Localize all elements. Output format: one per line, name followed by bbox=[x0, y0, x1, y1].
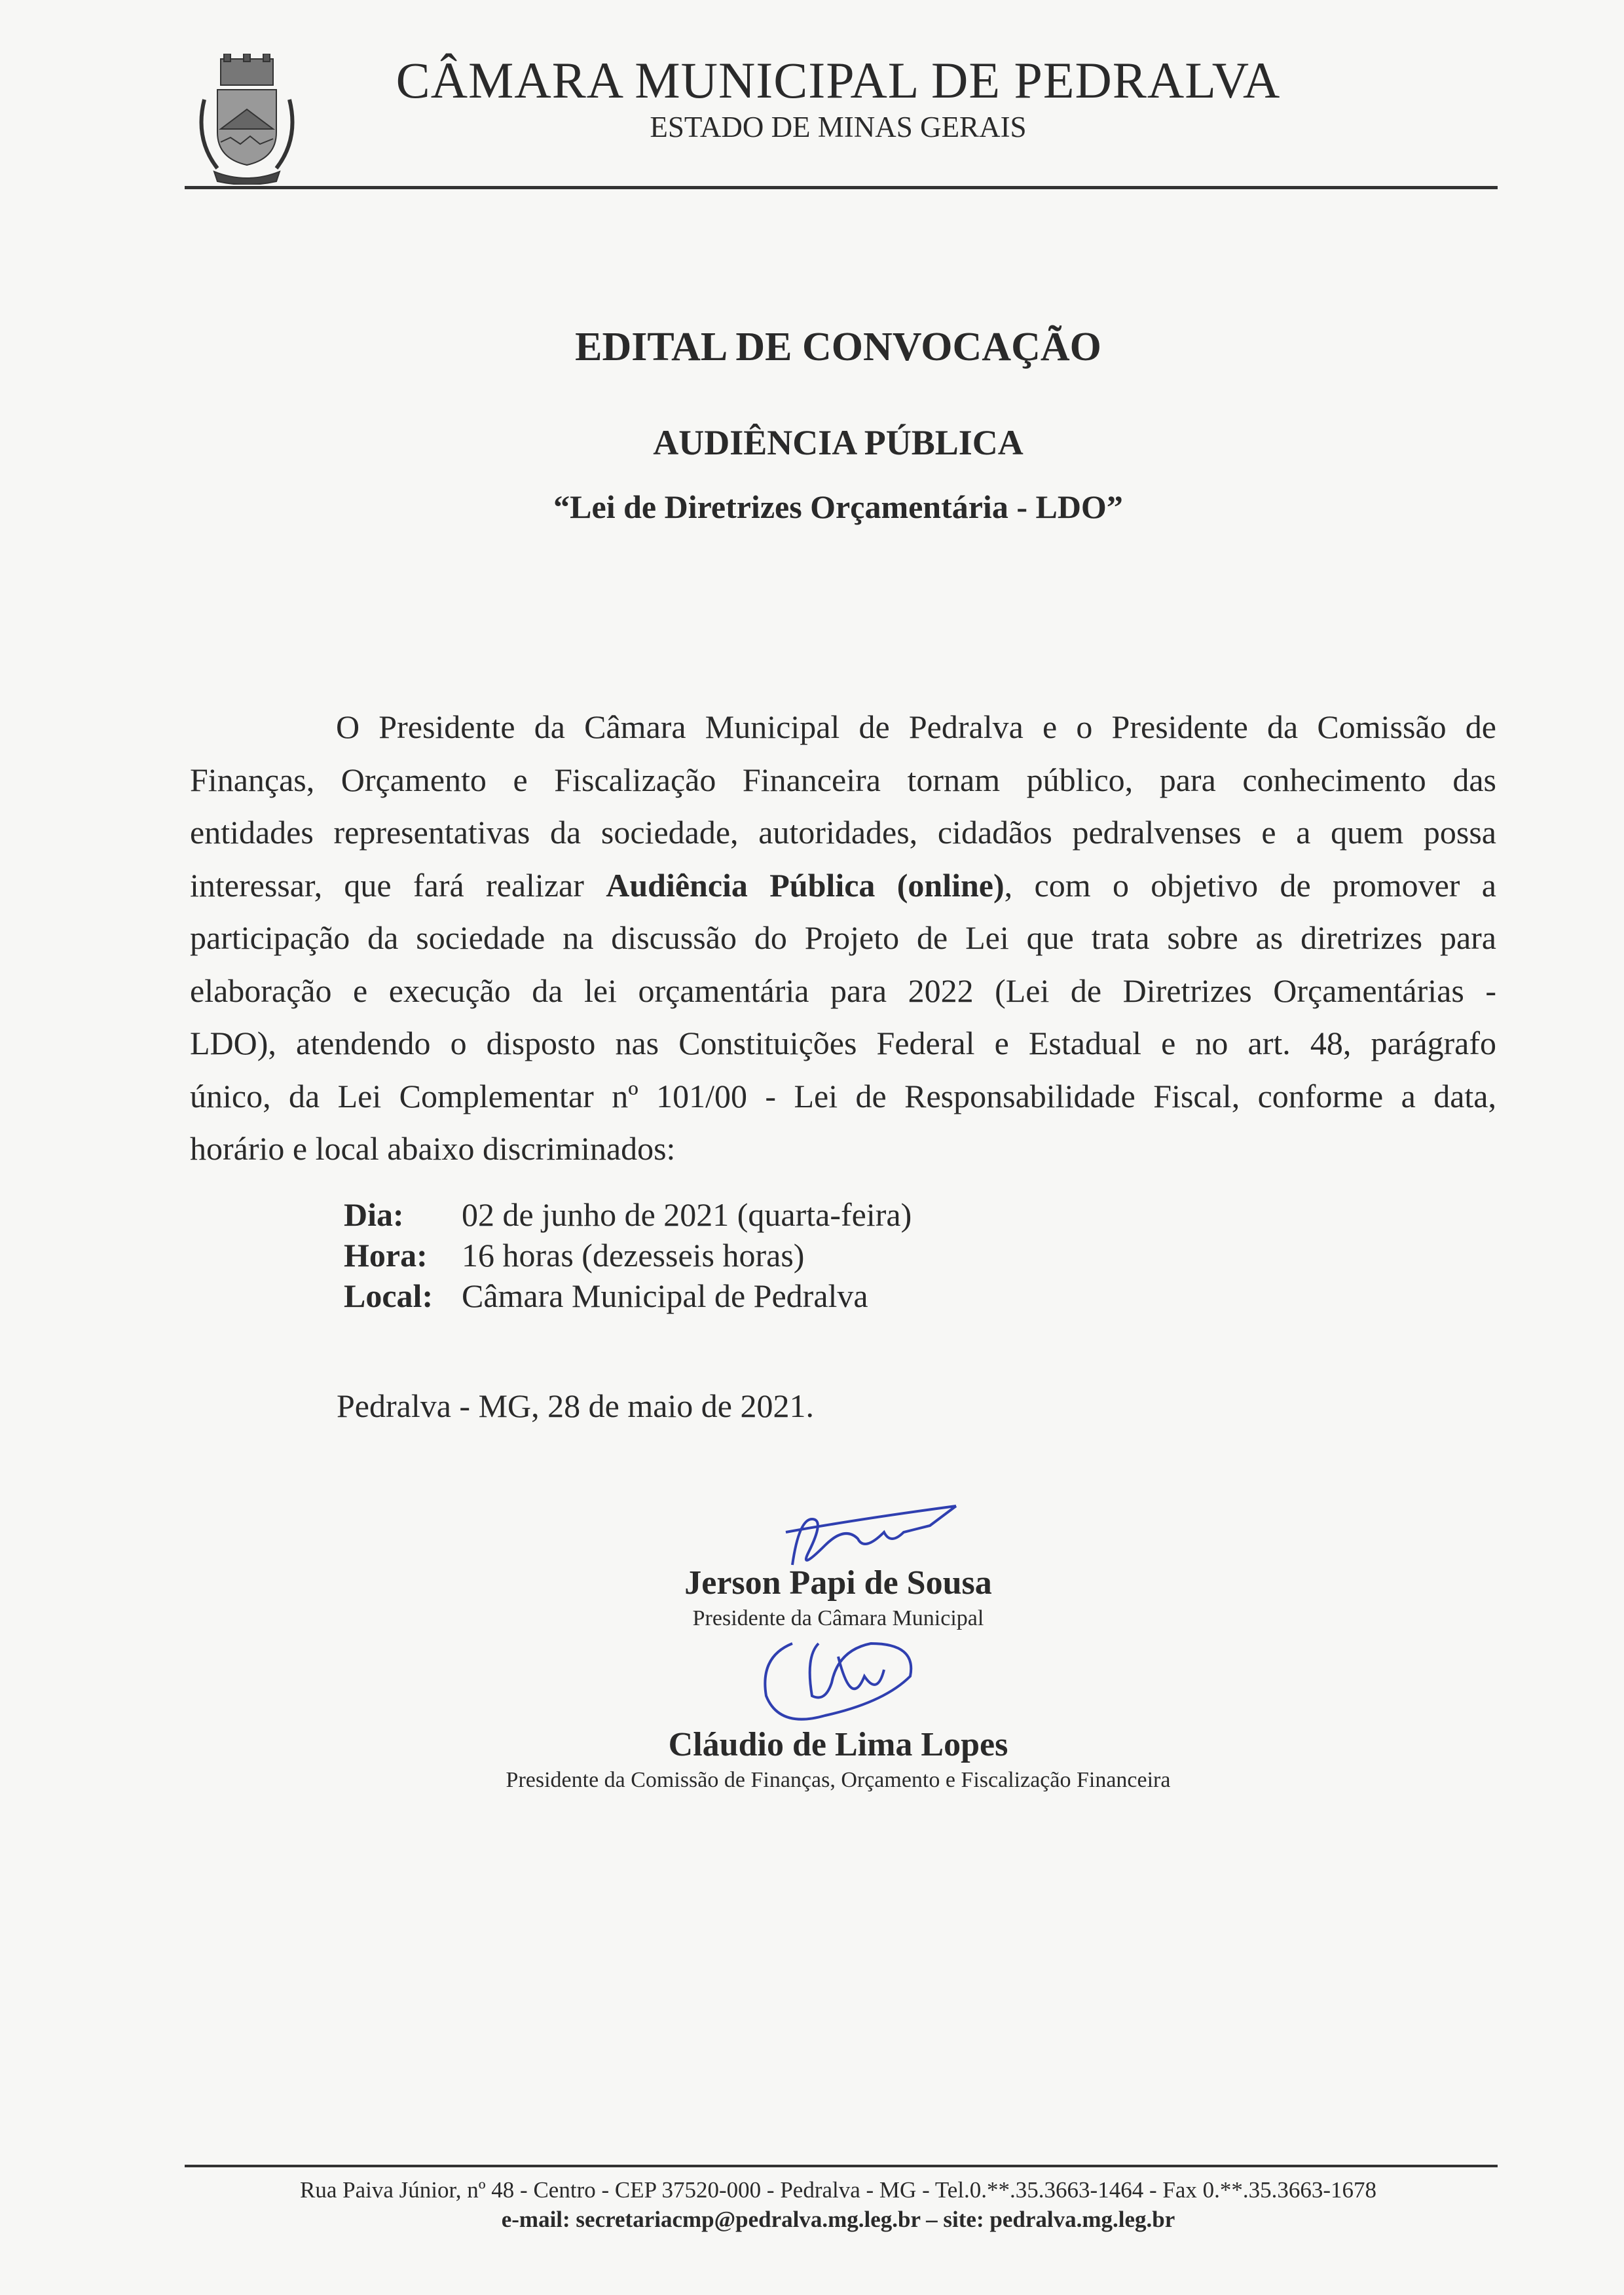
footer-contact: e-mail: secretariacmp@pedralva.mg.leg.br – site: pedralva.mg.leg.br bbox=[501, 2207, 1175, 2232]
footer-divider bbox=[185, 2165, 1498, 2167]
document-topic: “Lei de Diretrizes Orçamentária - LDO” bbox=[553, 488, 1123, 525]
document-title: EDITAL DE CONVOCAÇÃO bbox=[575, 325, 1101, 369]
detail-label: Local bbox=[344, 1277, 422, 1314]
paragraph-line: LDO), atendendo o disposto nas Constituições Federal e Estadual e no art. 48, parágrafo bbox=[190, 1025, 1496, 1061]
signatory-1-role: Presidente da Câmara Municipal bbox=[692, 1606, 984, 1630]
signatory-1-name: Jerson Papi de Sousa bbox=[684, 1564, 992, 1602]
paragraph-line: único, da Lei Complementar nº 101/00 - Lei de Responsabilidade Fiscal, conforme a data, bbox=[190, 1077, 1496, 1114]
body-paragraph bbox=[190, 701, 1496, 1175]
detail-place: Local: Câmara Municipal de Pedralva bbox=[344, 1277, 868, 1314]
footer-address: Rua Paiva Júnior, nº 48 - Centro - CEP 37520-000 - Pedralva - MG - Tel.0.**.35.3663-1464 - Fax 0.**.35.3663-1678 bbox=[299, 2177, 1377, 2203]
detail-value: Câmara Municipal de Pedralva bbox=[462, 1277, 868, 1314]
detail-label: Dia bbox=[344, 1196, 393, 1233]
header-title: CÂMARA MUNICIPAL DE PEDRALVA bbox=[396, 52, 1281, 109]
detail-value: 02 de junho de 2021 (quarta-feira) bbox=[462, 1196, 912, 1233]
detail-value: 16 horas (dezesseis horas) bbox=[462, 1237, 805, 1274]
detail-hour: Hora: 16 horas (dezesseis horas) bbox=[344, 1237, 805, 1274]
document-subtitle: AUDIÊNCIA PÚBLICA bbox=[653, 423, 1024, 462]
detail-label: Hora bbox=[344, 1237, 417, 1274]
header-divider bbox=[185, 186, 1498, 189]
paragraph-line: O Presidente da Câmara Municipal de Pedralva e o Presidente da Comissão de bbox=[336, 708, 1496, 745]
signature-2-icon bbox=[753, 1617, 923, 1735]
paragraph-line: entidades representativas da sociedade, autoridades, cidadãos pedralvenses e a quem possa bbox=[190, 814, 1496, 851]
signatory-2-name: Cláudio de Lima Lopes bbox=[668, 1726, 1008, 1763]
paragraph-line: Finanças, Orçamento e Fiscalização Financeira tornam público, para conhecimento das bbox=[190, 761, 1496, 798]
paragraph-line: participação da sociedade na discussão do Projeto de Lei que trata sobre as diretrizes para bbox=[190, 919, 1496, 956]
text: interessar, que fará realizar bbox=[190, 866, 606, 904]
paragraph-line: elaboração e execução da lei orçamentária para 2022 (Lei de Diretrizes Orçamentárias - bbox=[190, 972, 1496, 1009]
detail-day: Dia: 02 de junho de 2021 (quarta-feira) bbox=[344, 1196, 912, 1233]
paragraph-line bbox=[190, 859, 1496, 912]
paragraph-line: horário e local abaixo discriminados: bbox=[190, 1130, 676, 1167]
bold-text: Audiência Pública (online) bbox=[606, 866, 1005, 904]
header-subtitle: ESTADO DE MINAS GERAIS bbox=[650, 111, 1027, 143]
signatory-2-role: Presidente da Comissão de Finanças, Orçamento e Fiscalização Financeira bbox=[506, 1768, 1171, 1792]
text: , com o objetivo de promover a bbox=[1004, 866, 1496, 904]
place-date: Pedralva - MG, 28 de maio de 2021. bbox=[337, 1387, 815, 1424]
